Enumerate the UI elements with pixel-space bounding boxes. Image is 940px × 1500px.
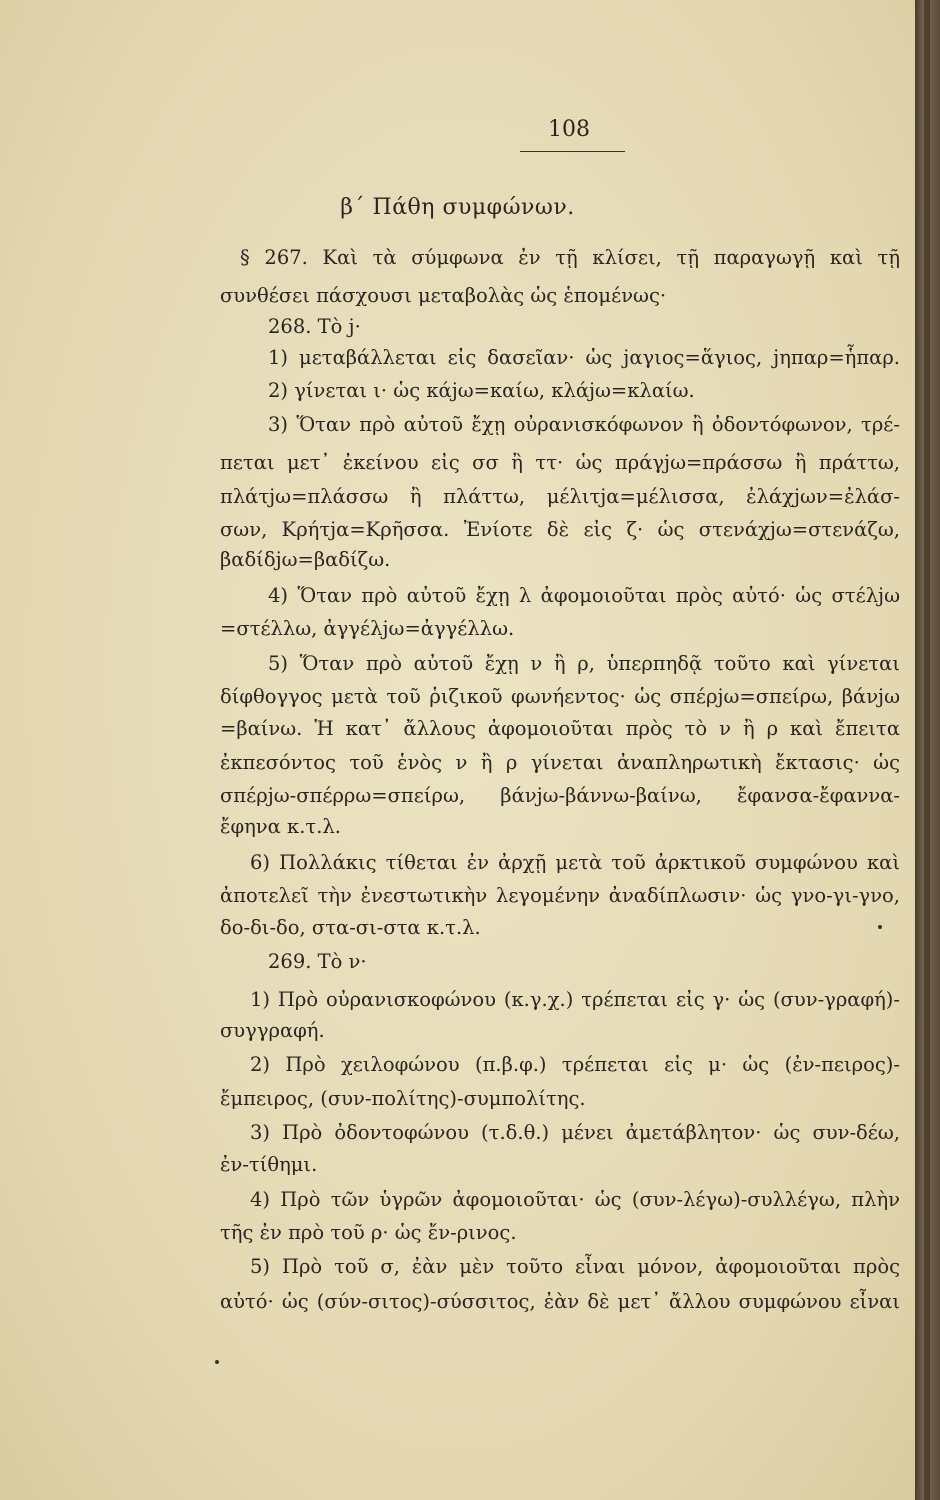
text-line: βαδίδjω=βαδίζω. (220, 548, 391, 571)
text-line: 4) Πρὸ τῶν ὑγρῶν ἀφομοιοῦται· ὡς (συν-λέγω)-συλλέγω, πλὴν (250, 1188, 900, 1211)
text-line: δο-δι-δο, στα-σι-στα κ.τ.λ. (220, 916, 481, 939)
page-number-rule (520, 151, 625, 152)
text-line: δίφθογγος μετὰ τοῦ ῥιζικοῦ φωνήεντος· ὡς σπέρjω=σπείρω, βάνjω (220, 685, 900, 708)
text-line: τῆς ἐν πρὸ τοῦ ρ· ὡς ἔν-ρινος. (220, 1221, 517, 1244)
text-line: συνθέσει πάσχουσι μεταβολὰς ὡς ἑπομένως· (220, 284, 667, 307)
text-line: § 267. Καὶ τὰ σύμφωνα ἐν τῇ κλίσει, τῇ παραγωγῇ καὶ τῇ (240, 246, 900, 269)
text-line: 6) Πολλάκις τίθεται ἐν ἀρχῇ μετὰ τοῦ ἀρκτικοῦ συμφώνου καὶ (250, 851, 900, 874)
section-heading: β΄ Πάθη συμφώνων. (340, 195, 575, 220)
page-number: 108 (548, 117, 590, 142)
text-line: σων, Κρήτjα=Κρῆσσα. Ἐνίοτε δὲ εἰς ζ· ὡς στενάχjω=στενάζω, (220, 518, 900, 541)
binding-strip (924, 0, 930, 1500)
text-line: ἀποτελεῖ τὴν ἐνεστωτικὴν λεγομένην ἀναδίπλωσιν· ὡς γνο-γι-γνο, (220, 884, 900, 907)
text-line: 4) Ὅταν πρὸ αὐτοῦ ἔχῃ λ ἀφομοιοῦται πρὸς αὐτό· ὡς στέλjω (268, 584, 900, 607)
ink-speck (215, 1360, 219, 1364)
text-line: 5) Πρὸ τοῦ σ, ἐὰν μὲν τοῦτο εἶναι μόνον, ἀφομοιοῦται πρὸς (250, 1255, 900, 1278)
text-line: 3) Ὅταν πρὸ αὐτοῦ ἔχῃ οὐρανισκόφωνον ἢ ὀδοντόφωνον, τρέ- (268, 413, 900, 436)
text-line: αὐτό· ὡς (σύν-σιτος)-σύσσιτος, ἐὰν δὲ μετ᾽ ἄλλου συμφώνου εἶναι (220, 1290, 900, 1313)
text-line: 5) Ὅταν πρὸ αὐτοῦ ἔχῃ ν ἢ ρ, ὑπερπηδᾷ τοῦτο καὶ γίνεται (268, 652, 900, 675)
text-line: ἔφηνα κ.τ.λ. (220, 815, 341, 838)
text-line: =βαίνω. Ἡ κατ᾽ ἄλλους ἀφομοιοῦται πρὸς τὸ ν ἢ ρ καὶ ἔπειτα (220, 717, 900, 740)
text-line: πλάτjω=πλάσσω ἢ πλάττω, μέλιτjα=μέλισσα, ἐλάχjων=ἐλάσ- (220, 485, 900, 508)
text-line: συγγραφή. (220, 1019, 325, 1042)
text-line: πεται μετ᾽ ἐκείνου εἰς σσ ἢ ττ· ὡς πράγjω=πράσσω ἢ πράττω, (220, 451, 900, 474)
text-line: =στέλλω, ἀγγέλjω=ἀγγέλλω. (220, 617, 515, 640)
text-line: 2) γίνεται ι· ὡς κάjω=καίω, κλάjω=κλαίω. (268, 379, 695, 402)
book-gutter (915, 0, 940, 1500)
text-line: σπέρjω-σπέρρω=σπείρω, βάνjω-βάννω-βαίνω, ἔφανσα-ἔφαννα- (220, 784, 900, 807)
text-line: 1) Πρὸ οὐρανισκοφώνου (κ.γ.χ.) τρέπεται εἰς γ· ὡς (συν-γραφή)- (250, 988, 900, 1011)
text-line: 1) μεταβάλλεται εἰς δασεῖαν· ὡς jαγιος=ἅγιος, jηπαρ=ἧπαρ. (268, 346, 900, 369)
text-line: 3) Πρὸ ὀδοντοφώνου (τ.δ.θ.) μένει ἀμετάβλητον· ὡς συν-δέω, (250, 1121, 900, 1144)
text-line: 268. Τὸ j· (268, 315, 361, 338)
text-line: ἐκπεσόντος τοῦ ἑνὸς ν ἢ ρ γίνεται ἀναπληρωτικὴ ἔκτασις· ὡς (220, 751, 900, 774)
ink-speck (878, 925, 882, 929)
text-line: 2) Πρὸ χειλοφώνου (π.β.φ.) τρέπεται εἰς μ· ὡς (ἐν-πειρος)- (250, 1053, 900, 1076)
text-line: ἐν-τίθημι. (220, 1153, 318, 1176)
text-line: ἔμπειρος, (συν-πολίτης)-συμπολίτης. (220, 1087, 586, 1110)
text-line: 269. Τὸ ν· (268, 950, 367, 973)
